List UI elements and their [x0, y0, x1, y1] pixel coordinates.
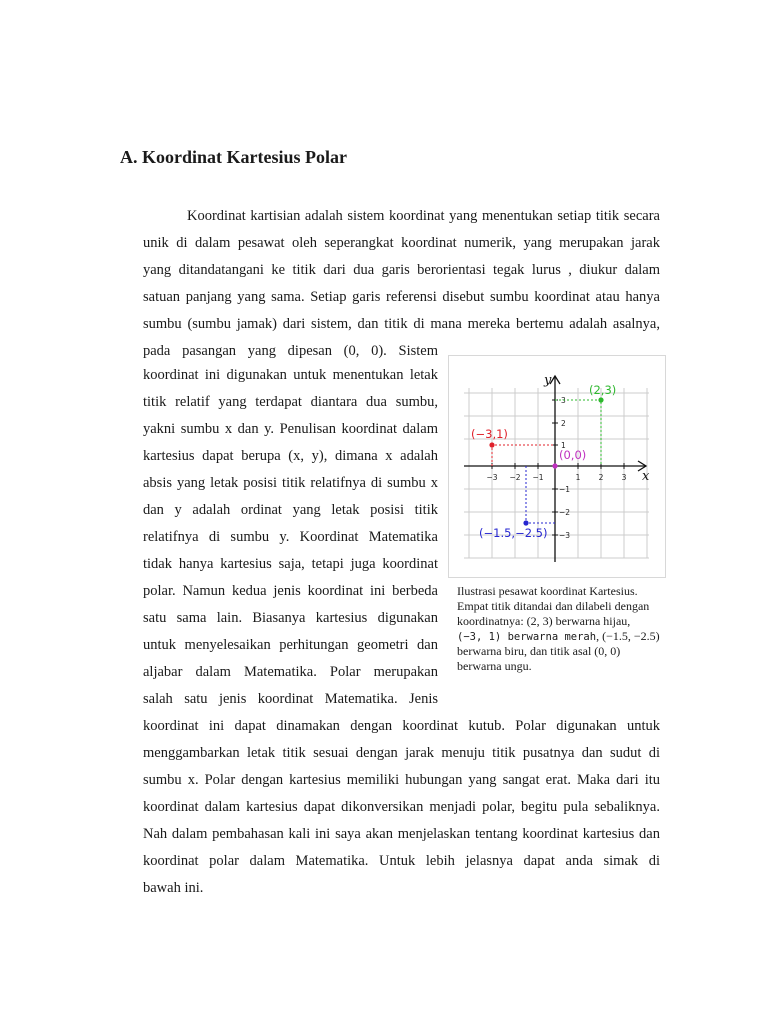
paragraph-line: koordinat polar dalam Matematika. Untuk lebih jelasnya dapat anda simak di	[143, 853, 660, 869]
tick-marks	[492, 400, 624, 535]
figure-caption-line: Ilustrasi pesawat koordinat Kartesius.	[457, 584, 638, 598]
y-tick-label: 2	[561, 419, 566, 428]
figure-caption-line: berwarna biru, dan titik asal (0, 0)	[457, 644, 621, 658]
cartesian-plane-diagram	[449, 356, 665, 577]
paragraph-line: unik di dalam pesawat oleh seperangkat koordinat numerik, yang merupakan jarak	[143, 235, 660, 251]
paragraph-line: tidak hanya kartesius saja, tetapi juga koordinat	[143, 556, 438, 572]
x-tick-label: 2	[598, 473, 604, 482]
x-tick-label: 3	[621, 473, 627, 482]
paragraph-line: yang ditandatangani ke titik dari dua garis berorientasi tegak lurus , diukur dalam	[143, 262, 660, 278]
paragraph-line: koordinat ini digunakan untuk menentukan letak	[143, 367, 438, 383]
y-axis-label: y	[544, 373, 552, 388]
figure-caption-line	[457, 629, 660, 645]
y-tick-label: −3	[559, 531, 571, 540]
origin-point-label: (0,0)	[559, 448, 587, 462]
y-tick-label: 1	[561, 441, 566, 450]
x-tick-label: −1	[532, 473, 544, 482]
cartesian-figure	[448, 355, 666, 578]
figure-caption-line: koordinatnya: (2, 3) berwarna hijau,	[457, 614, 631, 628]
x-tick-label: −2	[509, 473, 521, 482]
blue-point	[523, 520, 528, 525]
paragraph-line: sumbu x. Polar dengan kartesius memiliki hubungan yang sangat erat. Maka dari itu	[143, 772, 660, 788]
paragraph-line: satu sama lain. Biasanya kartesius digunakan	[143, 610, 438, 626]
x-tick-label: 1	[575, 473, 581, 482]
paragraph-line: untuk menyelesaikan perhitungan geometri dan	[143, 637, 438, 653]
paragraph-line: menggambarkan letak titik sesuai dengan jarak menuju titik pusatnya dan sudut di	[143, 745, 660, 761]
caption-red-text: (−3, 1) berwarna merah	[457, 631, 597, 643]
green-point	[598, 397, 603, 402]
caption-blue-coords: , (−1.5, −2.5)	[596, 629, 660, 643]
paragraph-line: bawah ini.	[143, 880, 204, 896]
red-point-guides	[492, 445, 555, 466]
x-tick-label: −3	[486, 473, 498, 482]
section-heading: A. Koordinat Kartesius Polar	[120, 147, 347, 167]
red-point	[489, 442, 494, 447]
paragraph-line: polar. Namun kedua jenis koordinat ini berbeda	[143, 583, 438, 599]
figure-caption-line: Empat titik ditandai dan dilabeli dengan	[457, 599, 650, 613]
paragraph-line: Nah dalam pembahasan kali ini saya akan menjelaskan tentang koordinat kartesius dan	[143, 826, 660, 842]
paragraph-line: pada pasangan yang dipesan (0, 0). Sistem	[143, 343, 438, 359]
blue-point-label: (−1.5,−2.5)	[479, 526, 548, 540]
paragraph-line: yakni sumbu x dan y. Penulisan koordinat dalam	[143, 421, 438, 437]
paragraph-line: dan y adalah ordinat yang letak posisi titik	[143, 502, 438, 518]
red-point-label: (−3,1)	[471, 427, 508, 441]
paragraph-line: aljabar dalam Matematika. Polar merupakan	[143, 664, 438, 680]
origin-point	[552, 463, 557, 468]
paragraph-line: Koordinat kartisian adalah sistem koordinat yang menentukan setiap titik secara	[187, 208, 660, 224]
paragraph-line: koordinat dalam kartesius dapat dikonversikan menjadi polar, begitu pula sebaliknya.	[143, 799, 660, 815]
y-tick-label: −1	[559, 485, 571, 494]
paragraph-line: relatifnya di sumbu y. Koordinat Matematika	[143, 529, 438, 545]
paragraph-line: koordinat ini dapat dinamakan dengan koordinat kutub. Polar digunakan untuk	[143, 718, 660, 734]
paragraph-line: sumbu (sumbu jamak) dari sistem, dan titik di mana mereka bertemu adalah asalnya,	[143, 316, 660, 332]
x-axis-label: x	[642, 469, 650, 484]
paragraph-line: absis yang letak posisi titik relatifnya di sumbu x	[143, 475, 438, 491]
figure-caption-line: berwarna ungu.	[457, 659, 532, 673]
y-tick-label: 3	[561, 396, 566, 405]
y-tick-label: −2	[559, 508, 571, 517]
paragraph-line: titik relatif yang terdapat diantara dua sumbu,	[143, 394, 438, 410]
paragraph-line: satuan panjang yang sama. Setiap garis referensi disebut sumbu koordinat atau hanya	[143, 289, 660, 305]
paragraph-line: kartesius dapat berupa (x, y), dimana x adalah	[143, 448, 438, 464]
paragraph-line: salah satu jenis koordinat Matematika. Jenis	[143, 691, 438, 707]
green-point-label: (2,3)	[589, 383, 617, 397]
